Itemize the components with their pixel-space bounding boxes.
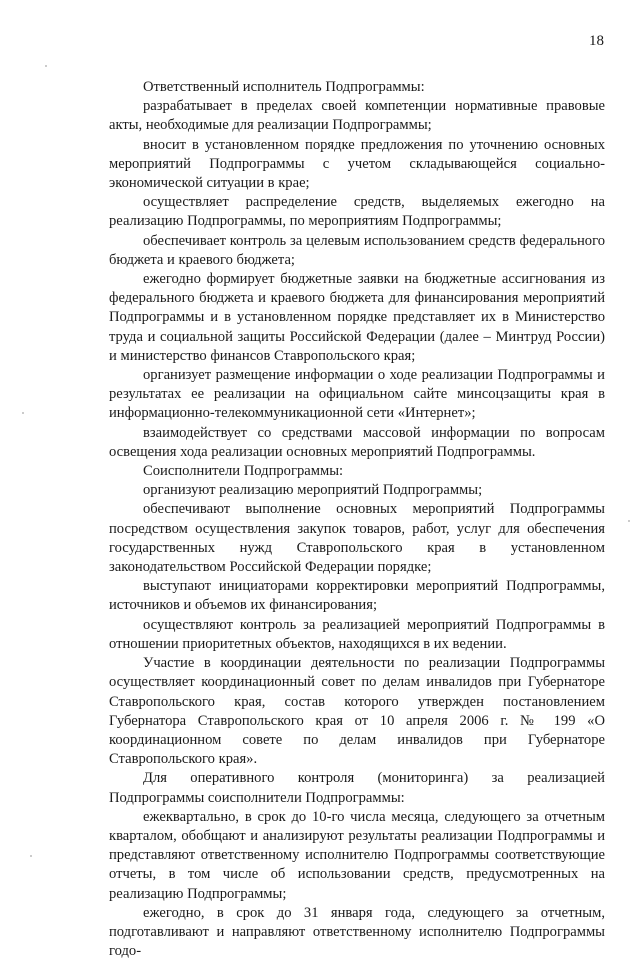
paragraph: организует размещение информации о ходе реализации Подпрограммы и результатах ее реализации на официальном сайте минсоцзащиты края в информационно-телекоммуникационной сети «Интернет»; [109,367,605,422]
paragraph: Для оперативного контроля (мониторинга) за реализацией Подпрограммы соисполнители Подпрограммы: [109,770,605,806]
paragraph: ежегодно формирует бюджетные заявки на бюджетные ассигнования из федерального бюджета и краевого бюджета для финансирования мероприятий Подпрограммы и в установленном порядке представляет их в Министерство труда и социальной защиты Российской Федерации (далее – Минтруд России) и министерство финансов Ставропольского края; [109,271,605,364]
scan-speck [628,520,630,522]
paragraph: Ответственный исполнитель Подпрограммы: [143,79,425,95]
paragraph: взаимодействует со средствами массовой информации по вопросам освещения хода реализации основных мероприятий Подпрограммы. [109,424,605,460]
scan-speck [30,855,32,857]
paragraph: ежегодно, в срок до 31 января года, следующего за отчетным, подготавливают и направляют ответственному исполнителю Подпрограммы годо- [109,904,605,960]
paragraph: организуют реализацию мероприятий Подпрограммы; [143,482,483,499]
scan-speck [22,412,24,414]
paragraph: осуществляет распределение средств, выделяемых ежегодно на реализацию Подпрограммы, по мероприятиям Подпрограммы; [109,194,605,230]
body-text [109,78,605,961]
paragraph: обеспечивает контроль за целевым использованием средств федерального бюджета и краевого бюджета; [109,232,605,268]
paragraph: обеспечивают выполнение основных мероприятий Подпрограммы посредством осуществления закупок товаров, работ, услуг для обеспечения государственных нужд Ставропольского края в установленном законодательством Российской Федерации порядке; [109,501,605,576]
paragraph: вносит в установленном порядке предложения по уточнению основных мероприятий Подпрограммы с учетом складывающейся социально-экономической ситуации в крае; [109,136,605,192]
paragraph: ежеквартально, в срок до 10-го числа месяца, следующего за отчетным кварталом, обобщают и анализируют результаты реализации Подпрограммы и представляют ответственному исполнителю Подпрограммы соответствующие отчеты, в том числе об использовании средств, предусмотренных на реализацию Подпрограммы; [109,808,605,902]
paragraph: разрабатывает в пределах своей компетенции нормативные правовые акты, необходимые для реализации Подпрограммы; [109,98,605,134]
scan-speck [45,65,47,67]
paragraph: выступают инициаторами корректировки мероприятий Подпрограммы, источников и объемов их финансирования; [109,578,605,614]
paragraph: Соисполнители Подпрограммы: [143,463,344,480]
paragraph: Участие в координации деятельности по реализации Подпрограммы осуществляет координационный совет по делам инвалидов при Губернаторе Ставропольского края, состав которого утвержден постановлением Губернатора Ставропольского края от 10 апреля 2006 г. № 199 «О координационном совете по делам инвалидов при Губернаторе Ставропольского края». [109,655,605,768]
page-number: 18 [589,33,604,49]
paragraph: осуществляют контроль за реализацией мероприятий Подпрограммы в отношении приоритетных объектов, находящихся в их ведении. [109,616,605,652]
